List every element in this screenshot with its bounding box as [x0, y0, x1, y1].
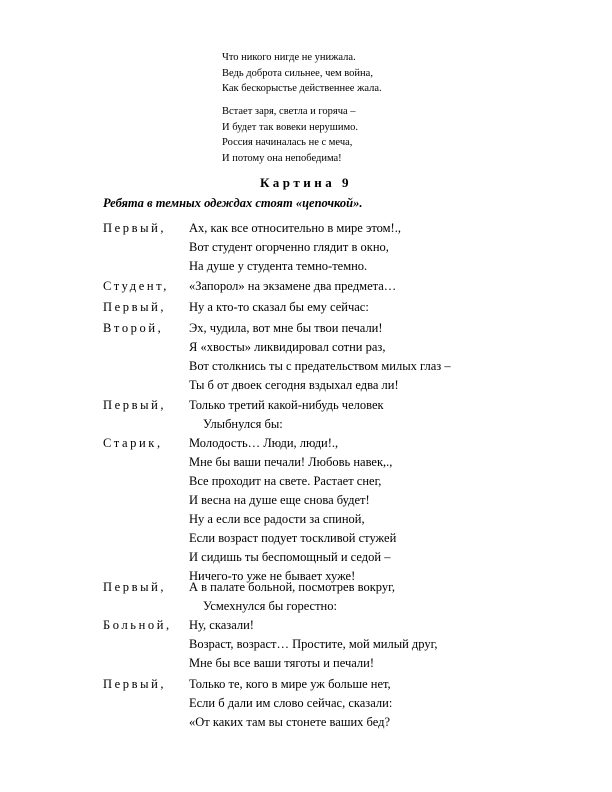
- speech-line: Возраст, возраст… Простите, мой милый друг,: [189, 637, 438, 651]
- speech-block: [189, 219, 401, 276]
- speech-block: [189, 616, 437, 673]
- speech-block: [189, 675, 392, 732]
- speech-line: «Запорол» на экзамене два предмета…: [189, 279, 397, 293]
- speech-line: Вот столкнись ты с предательством милых глаз –: [189, 359, 451, 373]
- speech-line: Только те, кого в мире уж больше нет,: [189, 677, 391, 691]
- speech-line: Мне бы ваши печали! Любовь навек,.,: [189, 455, 393, 469]
- speech-block: [189, 434, 396, 586]
- speaker-name: Студент,: [103, 279, 169, 293]
- speech-line: «От каких там вы стонете ваших бед?: [189, 715, 390, 729]
- speaker-name: Больной,: [103, 618, 172, 632]
- speaker-name: Первый,: [103, 221, 167, 235]
- poem-line: Как бескорыстье действеннее жала.: [222, 83, 382, 94]
- speaker-name: Первый,: [103, 677, 167, 691]
- speech-line: Если б дали им слово сейчас, сказали:: [189, 696, 393, 710]
- poem-line: И потому она непобедима!: [222, 152, 342, 164]
- speech-block: [189, 277, 396, 296]
- speech-line: И сидишь ты беспомощный и седой –: [189, 550, 391, 564]
- speech-line: Если возраст подует тоскливой стужей: [189, 531, 397, 545]
- speech-line: Ты б от двоек сегодня вздыхал едва ли!: [189, 378, 399, 392]
- speech-line: И весна на душе еще снова будет!: [189, 493, 370, 507]
- scene-title: Картина 9: [260, 175, 352, 190]
- poem-line: Встает заря, светла и горяча –: [222, 106, 356, 117]
- speech-line: Ну а кто-то сказал бы ему сейчас:: [189, 300, 369, 314]
- poem-line: Что никого нигде не унижала.: [222, 52, 356, 63]
- stage-direction: Ребята в темных одеждах стоят «цепочкой».: [103, 196, 363, 210]
- speech-line: А в палате больной, посмотрев вокруг,: [189, 580, 395, 594]
- speech-line: Улыбнулся бы:: [203, 417, 283, 431]
- speech-line: Только третий какой-нибудь человек: [189, 398, 384, 412]
- speech-block: [189, 396, 384, 434]
- poem-line: Ведь доброта сильнее, чем война,: [222, 67, 373, 79]
- speech-line: Ну, сказали!: [189, 618, 254, 632]
- speech-line: Молодость… Люди, люди!.,: [189, 436, 339, 450]
- speech-line: Ах, как все относительно в мире этом!.,: [189, 221, 401, 235]
- speech-line: Эх, чудила, вот мне бы твои печали!: [189, 321, 383, 335]
- speaker-name: Второй,: [103, 321, 164, 335]
- poem-stanza-1: [222, 50, 382, 97]
- speech-block: [189, 578, 395, 616]
- speech-line: Я «хвосты» ликвидировал сотни раз,: [189, 340, 386, 354]
- speaker-name: Первый,: [103, 300, 167, 314]
- poem-stanza-2: [222, 104, 358, 166]
- poem-line: Россия начиналась не с меча,: [222, 137, 353, 148]
- speech-line: Усмехнулся бы горестно:: [203, 599, 337, 613]
- speech-line: Вот студент огорченно глядит в окно,: [189, 240, 389, 254]
- speaker-name: Первый,: [103, 398, 167, 412]
- speech-line: Все проходит на свете. Растает снег,: [189, 474, 382, 488]
- speech-line: Мне бы все ваши тяготы и печали!: [189, 656, 374, 670]
- speech-line: На душе у студента темно-темно.: [189, 259, 368, 273]
- speech-line: Ничего-то уже не бывает хуже!: [189, 569, 356, 583]
- speech-block: [189, 298, 369, 317]
- speech-line: Ну а если все радости за спиной,: [189, 512, 365, 526]
- poem-line: И будет так вовеки нерушимо.: [222, 121, 358, 133]
- speaker-name: Первый,: [103, 580, 167, 594]
- speaker-name: Старик,: [103, 436, 163, 450]
- speech-block: [189, 319, 451, 395]
